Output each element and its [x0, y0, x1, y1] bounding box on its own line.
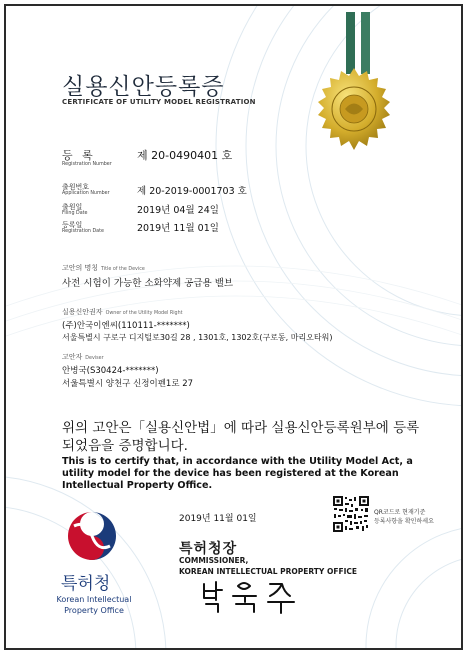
deviser-address: 서울특별시 양천구 신정이펜1로 27	[62, 379, 194, 389]
application-label-en: Application Number	[62, 191, 110, 196]
ribbon-right	[361, 12, 370, 74]
owner-label-en: Owner of the Utility Model Right	[105, 311, 183, 316]
certificate	[4, 4, 463, 650]
gold-seal-icon	[312, 68, 396, 152]
deviser-label-en: Deviser	[85, 356, 104, 361]
registration-number: 제 20-0490401 호	[137, 149, 233, 162]
qr-note-line1: QR코드로 현재기준	[374, 509, 426, 516]
device-title: 사전 시험이 가능한 소화약제 공급용 밸브	[62, 278, 234, 289]
deviser-name: 안병국(S30424-*******)	[62, 366, 159, 376]
device-label	[62, 263, 145, 273]
reg-date-label: 등록일	[62, 221, 83, 229]
kipo-logo-icon	[66, 510, 118, 562]
ribbon-left	[346, 12, 355, 74]
device-label-en: Title of the Device	[101, 267, 145, 272]
kipo-logo-text: 특허청	[61, 574, 111, 594]
deviser-label	[62, 352, 104, 362]
registration-date: 2019년 11월 01일	[137, 223, 219, 234]
qr-note-line2: 등록사항을 확인하세요	[374, 518, 434, 525]
kipo-logo-en: Korean Intellectual Property Office	[56, 595, 132, 615]
application-number: 제 20-2019-0001703 호	[137, 186, 247, 197]
application-label: 출원번호	[62, 183, 90, 191]
registration-label: 등 록	[62, 149, 96, 162]
registration-label-en: Registration Number	[62, 162, 112, 167]
device-label-ko: 고안의 명칭	[62, 264, 99, 272]
filing-label: 출원일	[62, 203, 83, 211]
commissioner-en-line2: KOREAN INTELLECTUAL PROPERTY OFFICE	[179, 567, 358, 576]
deviser-label-ko: 고안자	[62, 353, 83, 361]
certification-statement-ko: 위의 고안은「실용신안법」에 따라 실용신안등록원부에 등록되었음을 증명합니다.	[62, 420, 420, 454]
certification-statement-en: This is to certify that, in accordance with the Utility Model Act, a utility model for the device has been registered at the Korean Intellectual Property Office.	[62, 456, 413, 491]
certificate-title-en: CERTIFICATE OF UTILITY MODEL REGISTRATION	[62, 98, 256, 106]
filing-label-en: Filing Date	[62, 211, 88, 216]
filing-date: 2019년 04월 24일	[137, 205, 219, 216]
owner-name: (주)안국이엔씨(110111-*******)	[62, 321, 190, 331]
signature-image	[198, 576, 308, 616]
certificate-title: 실용신안등록증	[62, 74, 225, 100]
commissioner-en-line1: COMMISSIONER,	[179, 556, 249, 565]
commissioner-title: 특허청장	[179, 541, 238, 557]
owner-address: 서울특별시 구로구 디지털로30길 28 , 1301호, 1302호(구로동, 마리오타워)	[62, 333, 333, 342]
owner-label	[62, 307, 183, 317]
owner-label-ko: 실용신안권자	[62, 308, 103, 316]
qr-code-icon	[332, 495, 370, 533]
reg-date-label-en: Registration Date	[62, 229, 104, 234]
issue-date: 2019년 11월 01일	[179, 514, 257, 524]
